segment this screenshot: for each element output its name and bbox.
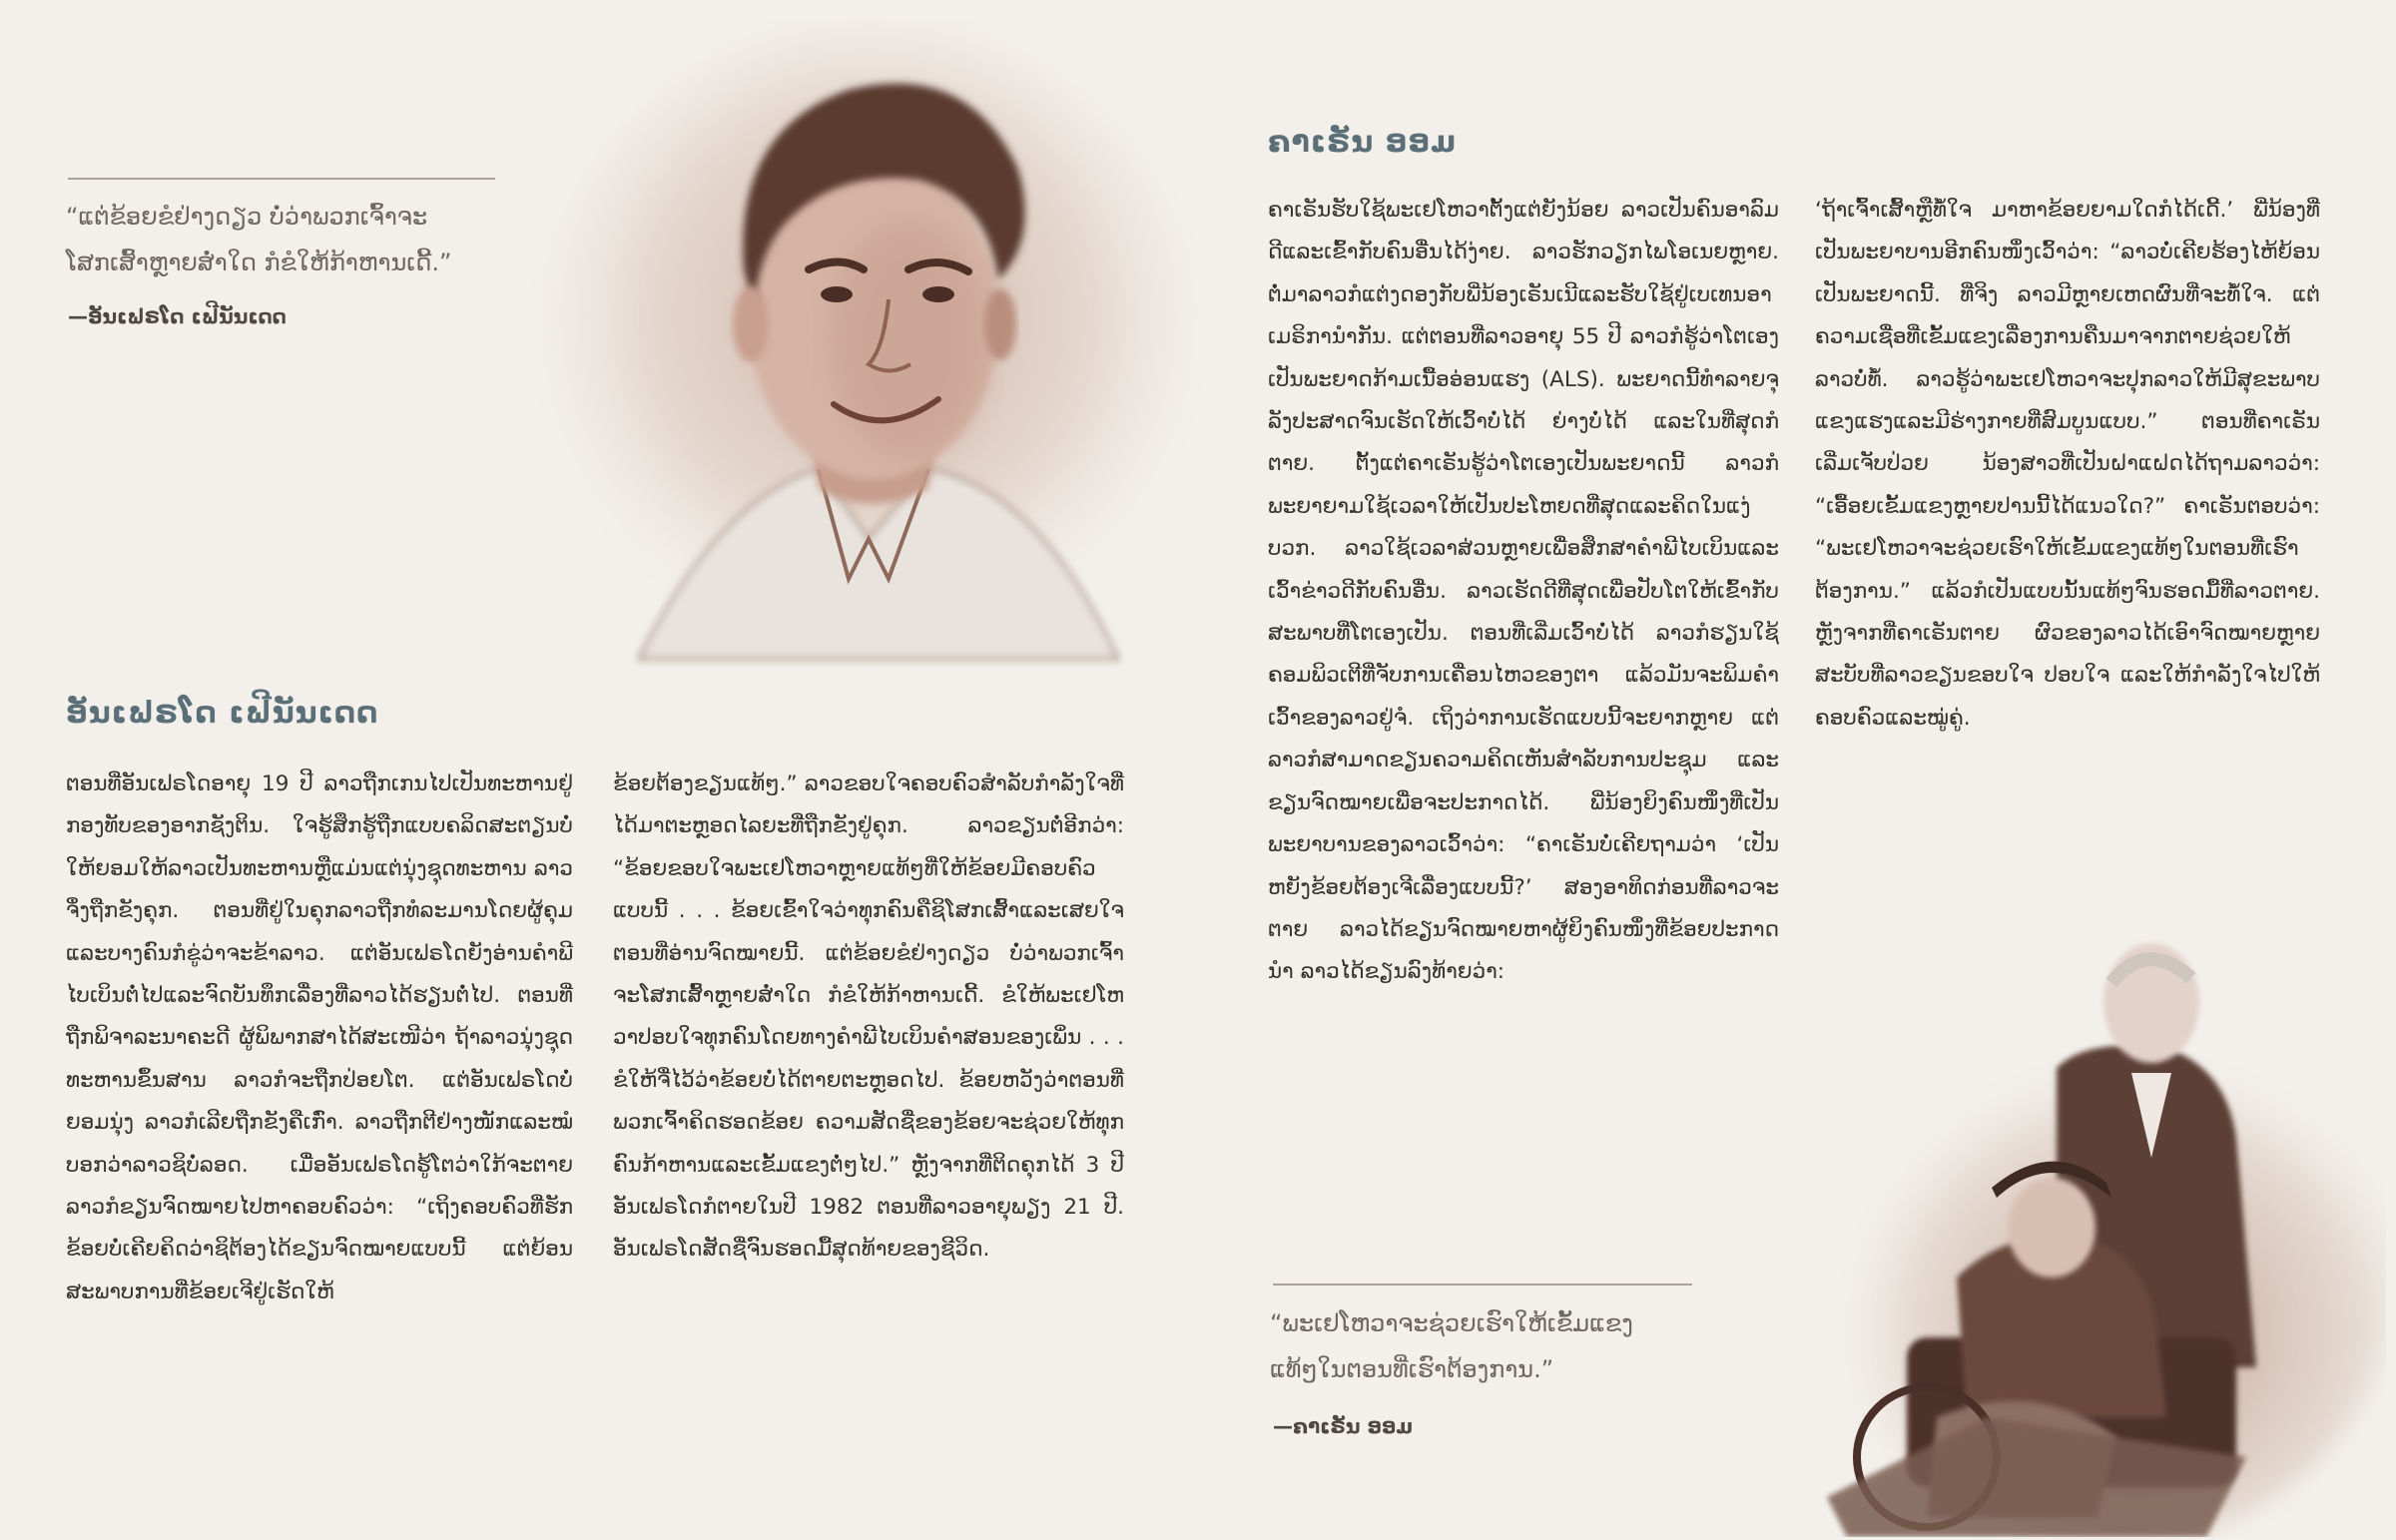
left-heading: ອັນເຟຣໂດ ເຟີນັນເດດ <box>66 696 379 731</box>
left-pull-quote: “ແຕ່ຂ້ອຍຂໍຢ່າງດຽວ ບໍ່ວ່າພວກເຈົ້າຈະ ໂສກເສົ້າຫຼາຍສໍ່າໃດ ກໍຂໍໃຫ້ກ້າຫານເດີ້.” <box>66 203 452 276</box>
right-pull-quote: “ພະເຢໂຫວາຈະຊ່ວຍເຮົາໃຫ້ເຂັ້ມແຂງ ແທ້ໆໃນຕອນທີ່ເຮົາຕ້ອງການ.” <box>1270 1309 1633 1383</box>
right-column-1: ຄາເຣັນຮັບໃຊ້ພະເຢໂຫວາຕັ້ງແຕ່ຍັງນ້ອຍ ລາວເປັນຄົນອາລົມດີແລະເຂົ້າກັບຄົນອື່ນໄດ້ງ່າຍ. ລາວຮັກວຽກໄພໂອເນຍຫຼາຍ. ຕໍ່ມາລາວກໍແຕ່ງດອງກັບພີ່ນ້ອງເຣັນເນີແລະຮັບໃຊ້ຢູ່ເບເທນອາເມຣິການໍາກັນ. ແຕ່ຕອນທີ່ລາວອາຍຸ 55 ປີ ລາວກໍຮູ້ວ່າໂຕເອງເປັນພະຍາດກ້າມເນື້ອອ່ອນແຮງ (ALS). ພະຍາດນີ້ທໍາລາຍຈຸລັງປະສາດຈົນເຮັດໃຫ້ເວົ້າບໍ່ໄດ້ ຍ່າງບໍ່ໄດ້ ແລະໃນທີ່ສຸດກໍຕາຍ. ຕັ້ງແຕ່ຄາເຣັນຮູ້ວ່າໂຕເອງເປັນພະຍາດນີ້ ລາວກໍພະຍາຍາມໃຊ້ເວລາໃຫ້ເປັນປະໂຫຍດທີ່ສຸດແລະຄິດໃນແງ່ບວກ. ລາວໃຊ້ເວລາສ່ວນຫຼາຍເພື່ອສຶກສາຄໍາພີໄບເບິນແລະເວົ້າຂ່າວດີກັບຄົນອື່ນ. ລາວເຮັດດີທີ່ສຸດເພື່ອປັບໂຕໃຫ້ເຂົ້າກັບສະພາບທີ່ໂຕເອງເປັນ. ຕອນທີ່ເລີ່ມເວົ້າບໍ່ໄດ້ ລາວກໍຮຽນໃຊ້ຄອມພິວເຕີທີ່ຈັບການເຄື່ອນໄຫວຂອງຕາ ແລ້ວມັນຈະພິມຄໍາເວົ້າຂອງລາວຢູ່ຈໍ. ເຖິງວ່າການເຮັດແບບນີ້ຈະຍາກຫຼາຍ ແຕ່ລາວກໍສາມາດຂຽນຄວາມຄິດເຫັນສໍາລັບການປະຊຸມ ແລະຂຽນຈົດໝາຍເພື່ອຈະປະກາດໄດ້. ພີ່ນ້ອງຍິງຄົນໜຶ່ງທີ່ເປັນພະຍາບານຂອງລາວເວົ້າວ່າ: “ຄາເຣັນບໍ່ເຄີຍຖາມວ່າ ‘ເປັນຫຍັງຂ້ອຍຕ້ອງເຈີເລື່ອງແບບນີ້?’ ສອງອາທິດກ່ອນທີ່ລາວຈະຕາຍ ລາວໄດ້ຂຽນຈົດໝາຍຫາຜູ້ຍິງຄົນໜຶ່ງທີ່ຂ້ອຍປະກາດນໍາ ລາວໄດ້ຂຽນລົງທ້າຍວ່າ: <box>1268 198 1779 985</box>
right-quote-attribution: —ຄາເຣັນ ອອມ <box>1273 1414 1414 1438</box>
right-column-2: ‘ຖ້າເຈົ້າເສົ້າຫຼືທໍ້ໃຈ ມາຫາຂ້ອຍຍາມໃດກໍໄດ້ເດີ້.’ ພີ່ນ້ອງທີ່ເປັນພະຍາບານອີກຄົນໜຶ່ງເວົ້າວ່າ: “ລາວບໍ່ເຄີຍຮ້ອງໄຫ້ຍ້ອນເປັນພະຍາດນີ້. ທີ່ຈິງ ລາວມີຫຼາຍເຫດຜົນທີ່ຈະທໍ້ໃຈ. ແຕ່ຄວາມເຊື່ອທີ່ເຂັ້ມແຂງເລື່ອງການຄືນມາຈາກຕາຍຊ່ວຍໃຫ້ລາວບໍ່ທໍ້. ລາວຮູ້ວ່າພະເຢໂຫວາຈະປຸກລາວໃຫ້ມີສຸຂະພາບແຂງແຮງແລະມີຮ່າງກາຍທີ່ສົມບູນແບບ.” ຕອນທີ່ຄາເຣັນເລີ່ມເຈັບປ່ວຍ ນ້ອງສາວທີ່ເປັນຝາແຝດໄດ້ຖາມລາວວ່າ: “ເອື້ອຍເຂັ້ມແຂງຫຼາຍປານນີ້ໄດ້ແນວໃດ?” ຄາເຣັນຕອບວ່າ: “ພະເຢໂຫວາຈະຊ່ວຍເຮົາໃຫ້ເຂັ້ມແຂງແທ້ໆໃນຕອນທີ່ເຮົາຕ້ອງການ.” ແລ້ວກໍເປັນແບບນັ້ນແທ້ໆຈົນຮອດມື້ທີ່ລາວຕາຍ. ຫຼັງຈາກທີ່ຄາເຣັນຕາຍ ຜົວຂອງລາວໄດ້ເອົາຈົດໝາຍຫຼາຍສະບັບທີ່ລາວຂຽນຂອບໃຈ ປອບໃຈ ແລະໃຫ້ກໍາລັງໃຈໄປໃຫ້ຄອບຄົວແລະໝູ່ຄູ່. <box>1815 198 2320 731</box>
left-quote-attribution: —ອັນເຟຣໂດ ເຟີນັນເດດ <box>68 304 287 328</box>
left-quote-rule <box>68 178 495 180</box>
couple-illustration <box>1787 898 2386 1537</box>
left-column-1: ຕອນທີ່ອັນເຟຣໂດອາຍຸ 19 ປີ ລາວຖືກເກນໄປເປັນທະຫານຢູ່ກອງທັບຂອງອາກຊັງຕິນ. ໃຈຮູ້ສຶກຮູ້ຖືກແບບຄລິດສະຕຽນບໍ່ໃຫ້ຍອມໃຫ້ລາວເປັນທະຫານຫຼືແມ່ນແຕ່ນຸ່ງຊຸດທະຫານ ລາວຈຶ່ງຖືກຂັງຄຸກ. ຕອນທີ່ຢູ່ໃນຄຸກລາວຖືກທໍລະມານໂດຍຜູ້ຄຸມ ແລະບາງຄົນກໍຂູ່ວ່າຈະຂ້າລາວ. ແຕ່ອັນເຟຣໂດຍັງອ່ານຄໍາພີໄບເບິນຕໍ່ໄປແລະຈົດບັນທຶກເລື່ອງທີ່ລາວໄດ້ຮຽນຕໍ່ໄປ. ຕອນທີ່ຖືກພິຈາລະນາຄະດີ ຜູ້ພິພາກສາໄດ້ສະເໜີວ່າ ຖ້າລາວນຸ່ງຊຸດທະຫານຂຶ້ນສານ ລາວກໍຈະຖືກປ່ອຍໂຕ. ແຕ່ອັນເຟຣໂດບໍ່ຍອມນຸ່ງ ລາວກໍເລີຍຖືກຂັງຄືເກົ່າ. ລາວຖືກຕີຢ່າງໜັກແລະໝໍບອກວ່າລາວຊິບໍ່ລອດ. ເມື່ອອັນເຟຣໂດຮູ້ໂຕວ່າໃກ້ຈະຕາຍ ລາວກໍຂຽນຈົດໝາຍໄປຫາຄອບຄົວວ່າ: “ເຖິງຄອບຄົວທີ່ຮັກ ຂ້ອຍບໍ່ເຄີຍຄິດວ່າຊິຕ້ອງໄດ້ຂຽນຈົດໝາຍແບບນີ້ ແຕ່ຍ້ອນສະພາບການທີ່ຂ້ອຍເຈີຢູ່ເຮັດໃຫ້ <box>66 771 573 1304</box>
right-quote-rule <box>1273 1283 1692 1285</box>
portrait-illustration <box>519 20 1218 709</box>
right-heading: ຄາເຣັນ ອອມ <box>1268 125 1458 160</box>
left-column-2: ຂ້ອຍຕ້ອງຂຽນແທ້ໆ.” ລາວຂອບໃຈຄອບຄົວສໍາລັບກໍາລັງໃຈທີ່ໄດ້ມາຕະຫຼອດໄລຍະທີ່ຖືກຂັງຢູ່ຄຸກ. ລາວຂຽນຕໍ່ອີກວ່າ: “ຂ້ອຍຂອບໃຈພະເຢໂຫວາຫຼາຍແທ້ໆທີ່ໃຫ້ຂ້ອຍມີຄອບຄົວແບບນີ້ . . . ຂ້ອຍເຂົ້າໃຈວ່າທຸກຄົນຄືຊິໂສກເສົ້າແລະເສຍໃຈຕອນທີ່ອ່ານຈົດໝາຍນີ້. ແຕ່ຂ້ອຍຂໍຢ່າງດຽວ ບໍ່ວ່າພວກເຈົ້າຈະໂສກເສົ້າຫຼາຍສໍ່າໃດ ກໍຂໍໃຫ້ກ້າຫານເດີ້. ຂໍໃຫ້ພະເຢໂຫວາປອບໃຈທຸກຄົນໂດຍທາງຄໍາພີໄບເບິນຄໍາສອນຂອງເພິ່ນ . . . ຂໍໃຫ້ຈື່ໄວ້ວ່າຂ້ອຍບໍ່ໄດ້ຕາຍຕະຫຼອດໄປ. ຂ້ອຍຫວັງວ່າຕອນທີ່ພວກເຈົ້າຄິດຮອດຂ້ອຍ ຄວາມສັດຊື່ຂອງຂ້ອຍຈະຊ່ວຍໃຫ້ທຸກຄົນກ້າຫານແລະເຂັ້ມແຂງຕໍ່ໆໄປ.” ຫຼັງຈາກທີ່ຕິດຄຸກໄດ້ 3 ປີ ອັນເຟຣໂດກໍຕາຍໃນປີ 1982 ຕອນທີ່ລາວອາຍຸພຽງ 21 ປີ. ອັນເຟຣໂດສັດຊື່ຈົນຮອດມື້ສຸດທ້າຍຂອງຊີວິດ. <box>613 771 1124 1263</box>
